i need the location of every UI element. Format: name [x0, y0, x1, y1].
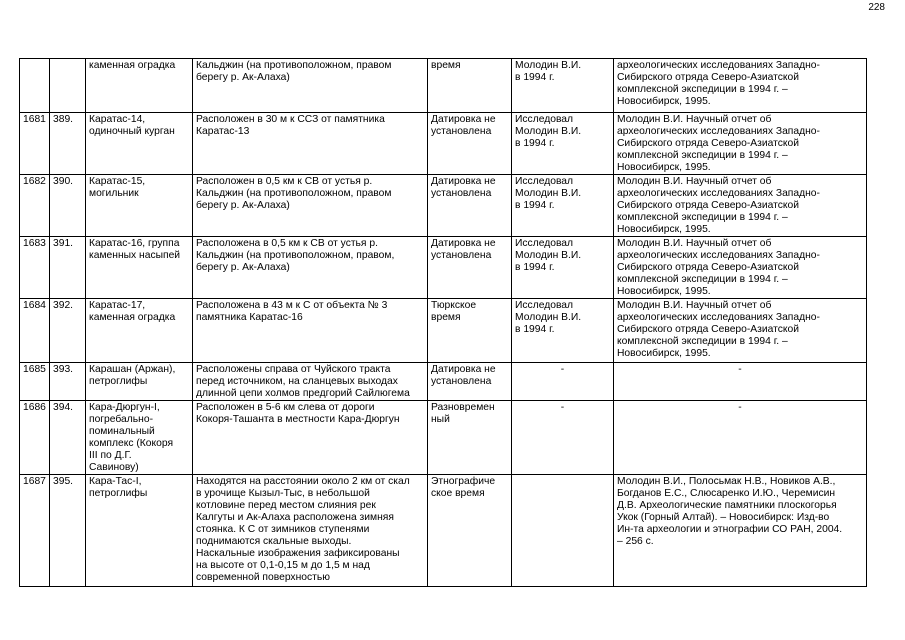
row-number-cell	[50, 113, 86, 175]
source-text: Молодин В.И. Научный отчет об археологических исследованиях Западно- Сибирского отряда Северо-Азиатской комплексной экспедиции в 1994 г. – Новосибирск, 1995.	[617, 300, 820, 359]
row-id-cell	[20, 175, 50, 237]
monument-name-text: Каратас-16, группа каменных насыпей	[89, 238, 181, 261]
investigator-cell	[512, 175, 614, 237]
investigator-text: Молодин В.И. в 1994 г.	[515, 60, 582, 83]
monument-name-cell	[86, 401, 193, 475]
monument-name-cell	[86, 299, 193, 363]
investigator-text: -	[560, 402, 565, 413]
row-number-text: 391.	[53, 238, 74, 249]
table-row	[20, 401, 867, 475]
source-text: Молодин В.И. Научный отчет об археологических исследованиях Западно- Сибирского отряда Северо-Азиатской комплексной экспедиции в 1994 г. – Новосибирск, 1995.	[617, 114, 820, 173]
table-row	[20, 175, 867, 237]
source-cell	[614, 175, 867, 237]
location-cell	[193, 175, 428, 237]
location-cell	[193, 401, 428, 475]
monument-name-text: Кара-Дюргун-I, погребально- поминальный комплекс (Кокоря III по Д.Г. Савинову)	[89, 402, 174, 473]
source-cell	[614, 299, 867, 363]
source-text: археологических исследованиях Западно- Сибирского отряда Северо-Азиатской комплексной экспедиции в 1994 г. – Новосибирск, 1995.	[617, 60, 820, 107]
source-text: Молодин В.И. Научный отчет об археологических исследованиях Западно- Сибирского отряда Северо-Азиатской комплексной экспедиции в 1994 г. – Новосибирск, 1995.	[617, 176, 820, 235]
table-row	[20, 237, 867, 299]
source-cell	[614, 113, 867, 175]
location-text: Расположен в 0,5 км к СВ от устья р. Кальджин (на противоположном, правом берегу р. Ак-Алаха)	[196, 176, 392, 211]
dating-text: Датировка не установлена	[431, 114, 496, 137]
dating-text: Тюркское время	[431, 300, 477, 323]
dating-cell	[428, 299, 512, 363]
row-id-text: 1687	[23, 476, 46, 487]
monument-name-cell	[86, 363, 193, 401]
location-text: Расположена в 43 м к С от объекта № 3 памятника Каратас-16	[196, 300, 388, 323]
source-text: -	[738, 364, 742, 375]
source-cell	[614, 363, 867, 401]
location-text: Находятся на расстоянии около 2 км от скал в урочище Кызыл-Тыс, в небольшой котловине перед местом слияния рек Калгуты и Ак-Алаха расположена зимняя стоянка. К С от зимников ступенями поднимаются скальные выходы. Наскальные изображения зафиксированы на высоте от 0,1-0,15 м до 1,5 м над современной поверхностью	[196, 476, 410, 583]
location-text: Расположен в 5-6 км слева от дороги Кокоря-Ташанта в местности Кара-Дюргун	[196, 402, 400, 425]
investigator-cell	[512, 113, 614, 175]
source-cell	[614, 59, 867, 113]
table-row	[20, 299, 867, 363]
source-cell	[614, 401, 867, 475]
location-cell	[193, 299, 428, 363]
dating-cell	[428, 363, 512, 401]
location-text: Расположена в 0,5 км к СВ от устья р. Кальджин (на противоположном, правом, берегу р. Ак-Алаха)	[196, 238, 395, 273]
monument-name-cell	[86, 237, 193, 299]
row-number-cell	[50, 363, 86, 401]
page-number: 228	[868, 2, 885, 13]
investigator-cell	[512, 59, 614, 113]
location-cell	[193, 59, 428, 113]
monument-name-text: каменная оградка	[89, 60, 176, 71]
row-id-text: 1686	[23, 402, 46, 413]
monument-name-text: Каратас-14, одиночный курган	[89, 114, 175, 137]
dating-text: Этнографиче ское время	[431, 476, 496, 499]
row-number-text: 393.	[53, 364, 74, 375]
monument-name-text: Каратас-15, могильник	[89, 176, 146, 199]
row-number-cell	[50, 299, 86, 363]
source-text: Молодин В.И., Полосьмак Н.В., Новиков А.В., Богданов Е.С., Слюсаренко И.Ю., Черемисин Д.В. Археологические памятники плоскогорья Укок (Горный Алтай). – Новосибирск: Изд-во Ин-та археологии и этнографии СО РАН, 2004. – 256 с.	[617, 476, 843, 547]
monument-name-text: Каратас-17, каменная оградка	[89, 300, 176, 323]
investigator-cell	[512, 475, 614, 587]
source-cell	[614, 475, 867, 587]
row-number-cell	[50, 401, 86, 475]
row-number-text: 395.	[53, 476, 74, 487]
table-row	[20, 59, 867, 113]
row-id-cell	[20, 113, 50, 175]
source-text: Молодин В.И. Научный отчет об археологических исследованиях Западно- Сибирского отряда Северо-Азиатской комплексной экспедиции в 1994 г. – Новосибирск, 1995.	[617, 238, 820, 297]
location-text: Кальджин (на противоположном, правом берегу р. Ак-Алаха)	[196, 60, 392, 83]
dating-text: Датировка не установлена	[431, 364, 496, 387]
dating-cell	[428, 113, 512, 175]
investigator-cell	[512, 401, 614, 475]
dating-text: время	[431, 60, 461, 71]
monuments-table	[19, 58, 867, 587]
investigator-text: Исследовал Молодин В.И. в 1994 г.	[515, 176, 582, 211]
investigator-text: Исследовал Молодин В.И. в 1994 г.	[515, 238, 582, 273]
row-number-cell	[50, 175, 86, 237]
dating-cell	[428, 175, 512, 237]
table-row	[20, 363, 867, 401]
location-cell	[193, 237, 428, 299]
row-number-text: 389.	[53, 114, 74, 125]
row-id-cell	[20, 475, 50, 587]
row-id-cell	[20, 299, 50, 363]
investigator-cell	[512, 363, 614, 401]
monument-name-text: Карашан (Аржан), петроглифы	[89, 364, 176, 387]
monument-name-text: Кара-Тас-I, петроглифы	[89, 476, 148, 499]
dating-cell	[428, 475, 512, 587]
monument-name-cell	[86, 475, 193, 587]
table-row	[20, 475, 867, 587]
dating-text: Разновремен ный	[431, 402, 495, 425]
row-id-text: 1684	[23, 300, 46, 311]
row-number-text: 390.	[53, 176, 74, 187]
monument-name-cell	[86, 59, 193, 113]
row-id-cell	[20, 363, 50, 401]
source-cell	[614, 237, 867, 299]
row-number-cell	[50, 237, 86, 299]
investigator-text: -	[560, 364, 565, 375]
row-id-text: 1683	[23, 238, 46, 249]
monument-name-cell	[86, 175, 193, 237]
row-number-text: 394.	[53, 402, 74, 413]
dating-cell	[428, 237, 512, 299]
location-text: Расположен в 30 м к ССЗ от памятника Каратас-13	[196, 114, 385, 137]
row-number-text: 392.	[53, 300, 74, 311]
table-row	[20, 113, 867, 175]
source-text: -	[738, 402, 742, 413]
dating-text: Датировка не установлена	[431, 238, 496, 261]
location-cell	[193, 475, 428, 587]
row-id-text: 1685	[23, 364, 46, 375]
investigator-cell	[512, 237, 614, 299]
investigator-text: Исследовал Молодин В.И. в 1994 г.	[515, 300, 582, 335]
location-text: Расположены справа от Чуйского тракта перед источником, на сланцевых выходах длинной цепи холмов предгорий Сайлюгема	[196, 364, 410, 399]
location-cell	[193, 363, 428, 401]
investigator-text: Исследовал Молодин В.И. в 1994 г.	[515, 114, 582, 149]
dating-cell	[428, 59, 512, 113]
row-id-text: 1682	[23, 176, 46, 187]
row-number-cell	[50, 475, 86, 587]
dating-cell	[428, 401, 512, 475]
investigator-cell	[512, 299, 614, 363]
row-id-cell	[20, 401, 50, 475]
row-id-cell	[20, 237, 50, 299]
row-id-text: 1681	[23, 114, 46, 125]
row-number-cell	[50, 59, 86, 113]
location-cell	[193, 113, 428, 175]
dating-text: Датировка не установлена	[431, 176, 496, 199]
monument-name-cell	[86, 113, 193, 175]
row-id-cell	[20, 59, 50, 113]
